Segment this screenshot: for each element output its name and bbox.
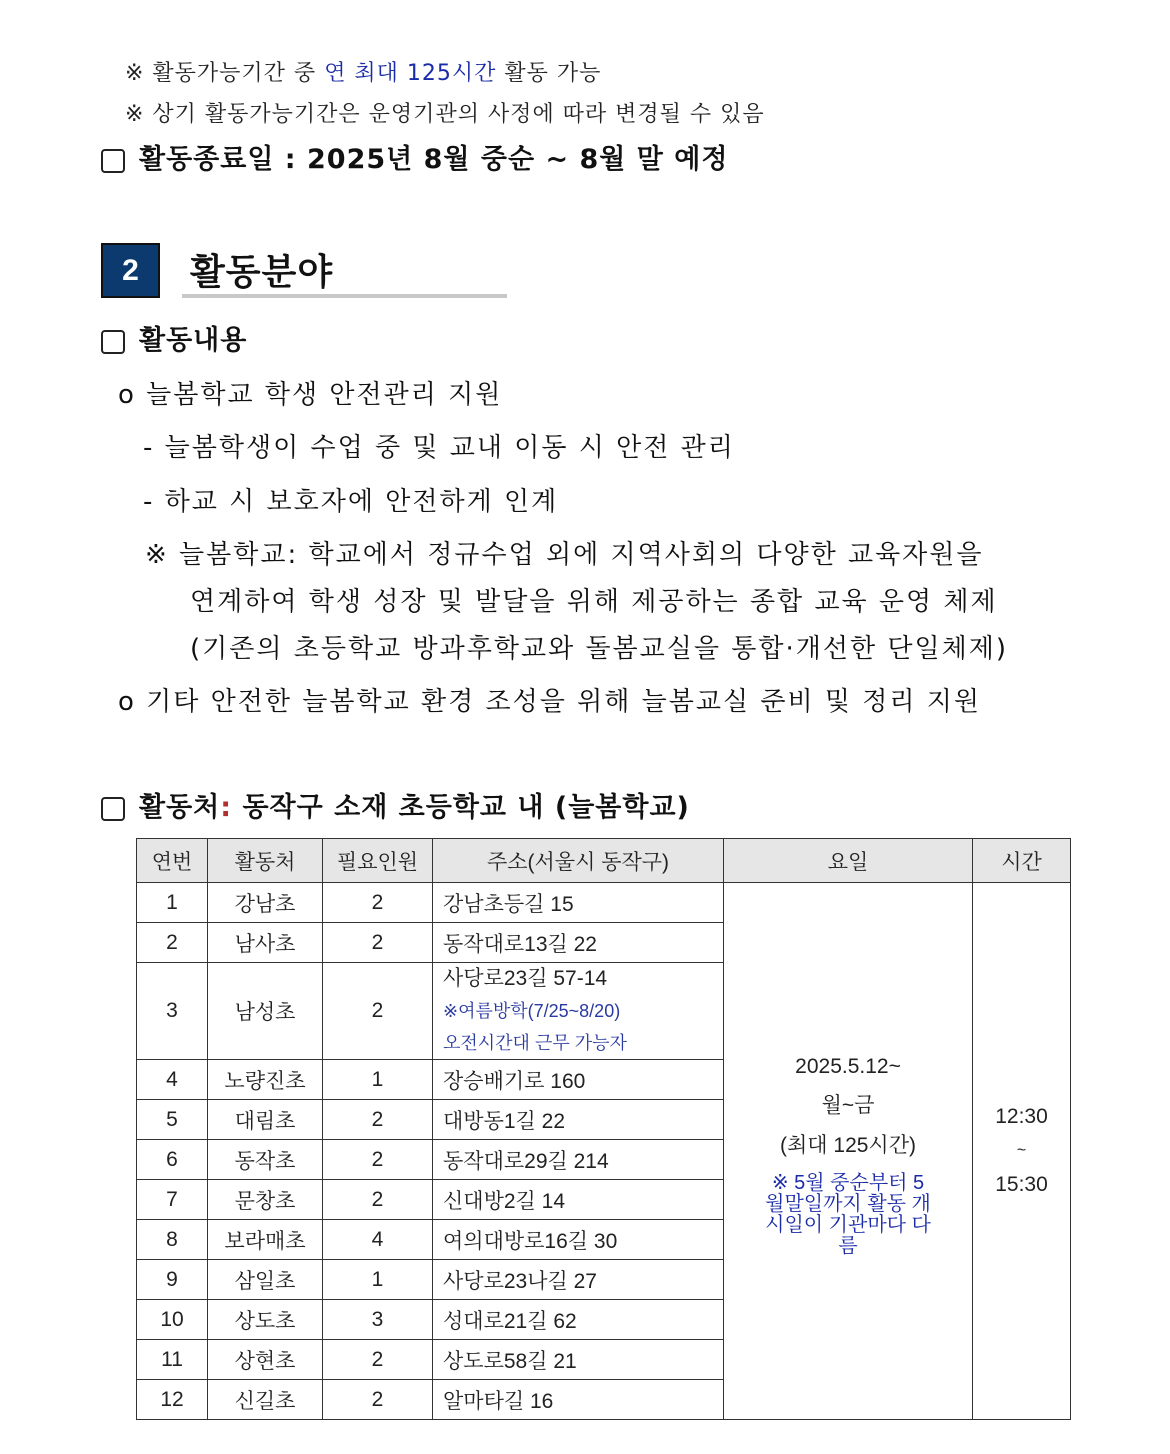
header-days: 요일 [724,839,973,883]
cell-name: 대림초 [208,1100,323,1140]
cell-no: 10 [137,1300,208,1340]
cell-count: 1 [323,1060,433,1100]
cell-name: 상도초 [208,1300,323,1340]
cell-address: 성대로21길 62 [433,1300,724,1340]
cell-name: 신길초 [208,1380,323,1420]
note-max-hours [125,56,601,87]
cell-count: 1 [323,1260,433,1300]
cell-address: 사당로23나길 27 [433,1260,724,1300]
checkbox-icon [101,149,125,173]
cell-count: 2 [323,1380,433,1420]
cell-name: 동작초 [208,1140,323,1180]
activity-heading [101,318,247,357]
cell-address: 알마타길 16 [433,1380,724,1420]
address-note-1: ※여름방학(7/25~8/20) [443,1001,621,1021]
cell-name: 상현초 [208,1340,323,1380]
activity-sub-1: - 늘봄학생이 수업 중 및 교내 이동 시 안전 관리 [143,433,735,463]
location-label: 활동처 [139,792,221,823]
location-table [136,838,1071,1420]
cell-name: 삼일초 [208,1260,323,1300]
section-number-badge: 2 [101,243,160,298]
header-time: 시간 [973,839,1071,883]
cell-count: 2 [323,963,433,1060]
cell-name: 보라매초 [208,1220,323,1260]
end-date-heading [101,137,728,176]
cell-name: 남사초 [208,923,323,963]
cell-count: 2 [323,883,433,923]
cell-no: 5 [137,1100,208,1140]
activity-heading-label: 활동내용 [139,325,248,356]
time-start: 12:30 [995,1105,1048,1128]
time-sep: ~ [1016,1142,1027,1159]
location-value: 동작구 소재 초등학교 내 (늘봄학교) [232,792,690,823]
cell-time [973,883,1071,1420]
header-no: 연번 [137,839,208,883]
cell-address: 대방동1길 22 [433,1100,724,1140]
cell-count: 2 [323,923,433,963]
schedule-days: 월~금 [821,1094,875,1117]
cell-schedule [724,883,973,1420]
cell-no: 4 [137,1060,208,1100]
cell-no: 3 [137,963,208,1060]
cell-address: 여의대방로16길 30 [433,1220,724,1260]
location-colon: : [220,792,233,823]
cell-name: 문창초 [208,1180,323,1220]
cell-address [433,963,724,1060]
activity-item-2: o 기타 안전한 늘봄학교 환경 조성을 위해 늘봄교실 준비 및 정리 지원 [118,687,981,717]
cell-count: 3 [323,1300,433,1340]
schedule-start: 2025.5.12~ [795,1055,901,1078]
cell-count: 2 [323,1180,433,1220]
note-change: ※ 상기 활동가능기간은 운영기관의 사정에 따라 변경될 수 있음 [125,102,765,127]
cell-no: 9 [137,1260,208,1300]
cell-count: 2 [323,1140,433,1180]
cell-name: 노량진초 [208,1060,323,1100]
activity-item-1: o 늘봄학교 학생 안전관리 지원 [118,380,503,410]
cell-address: 장승배기로 160 [433,1060,724,1100]
cell-count: 2 [323,1340,433,1380]
section-title: 활동분야 [190,252,334,293]
time-end: 15:30 [995,1173,1048,1196]
cell-name: 남성초 [208,963,323,1060]
cell-no: 11 [137,1340,208,1380]
cell-no: 2 [137,923,208,963]
schedule-max: (최대 125시간) [779,1134,916,1157]
header-address: 주소(서울시 동작구) [433,839,724,883]
definition-line-1: ※ 늘봄학교: 학교에서 정규수업 외에 지역사회의 다양한 교육자원을 [145,540,984,570]
section-title-underline [182,294,507,298]
note-text: ※ 활동가능기간 중 [125,61,325,86]
note-highlight: 연 최대 125시간 [324,61,497,86]
checkbox-icon [101,330,125,354]
cell-no: 8 [137,1220,208,1260]
checkbox-icon [101,797,125,821]
cell-address: 동작대로13길 22 [433,923,724,963]
cell-no: 1 [137,883,208,923]
definition-line-3: (기존의 초등학교 방과후학교와 돌봄교실을 통합·개선한 단일체제) [190,634,1009,664]
note-text: 활동 가능 [496,61,602,86]
address-main: 사당로23길 57-14 [443,967,608,990]
activity-sub-2: - 하교 시 보호자에 안전하게 인계 [143,487,559,517]
cell-name: 강남초 [208,883,323,923]
definition-line-2: 연계하여 학생 성장 및 발달을 위해 제공하는 종합 교육 운영 체제 [190,587,998,617]
location-heading [101,785,690,824]
cell-count: 2 [323,1100,433,1140]
header-name: 활동처 [208,839,323,883]
cell-no: 7 [137,1180,208,1220]
cell-count: 4 [323,1220,433,1260]
cell-address: 동작대로29길 214 [433,1140,724,1180]
table-row [137,883,1071,923]
cell-address: 신대방2길 14 [433,1180,724,1220]
cell-no: 6 [137,1140,208,1180]
end-date-label: 활동종료일 : 2025년 8월 중순 ~ 8월 말 예정 [139,144,729,175]
cell-address: 상도로58길 21 [433,1340,724,1380]
address-note-2: 오전시간대 근무 가능자 [443,1033,627,1053]
schedule-note: ※ 5월 중순부터 5월말일까지 활동 개시일이 기관마다 다름 [765,1172,931,1257]
cell-address: 강남초등길 15 [433,883,724,923]
header-count: 필요인원 [323,839,433,883]
cell-no: 12 [137,1380,208,1420]
table-header-row [137,839,1071,883]
